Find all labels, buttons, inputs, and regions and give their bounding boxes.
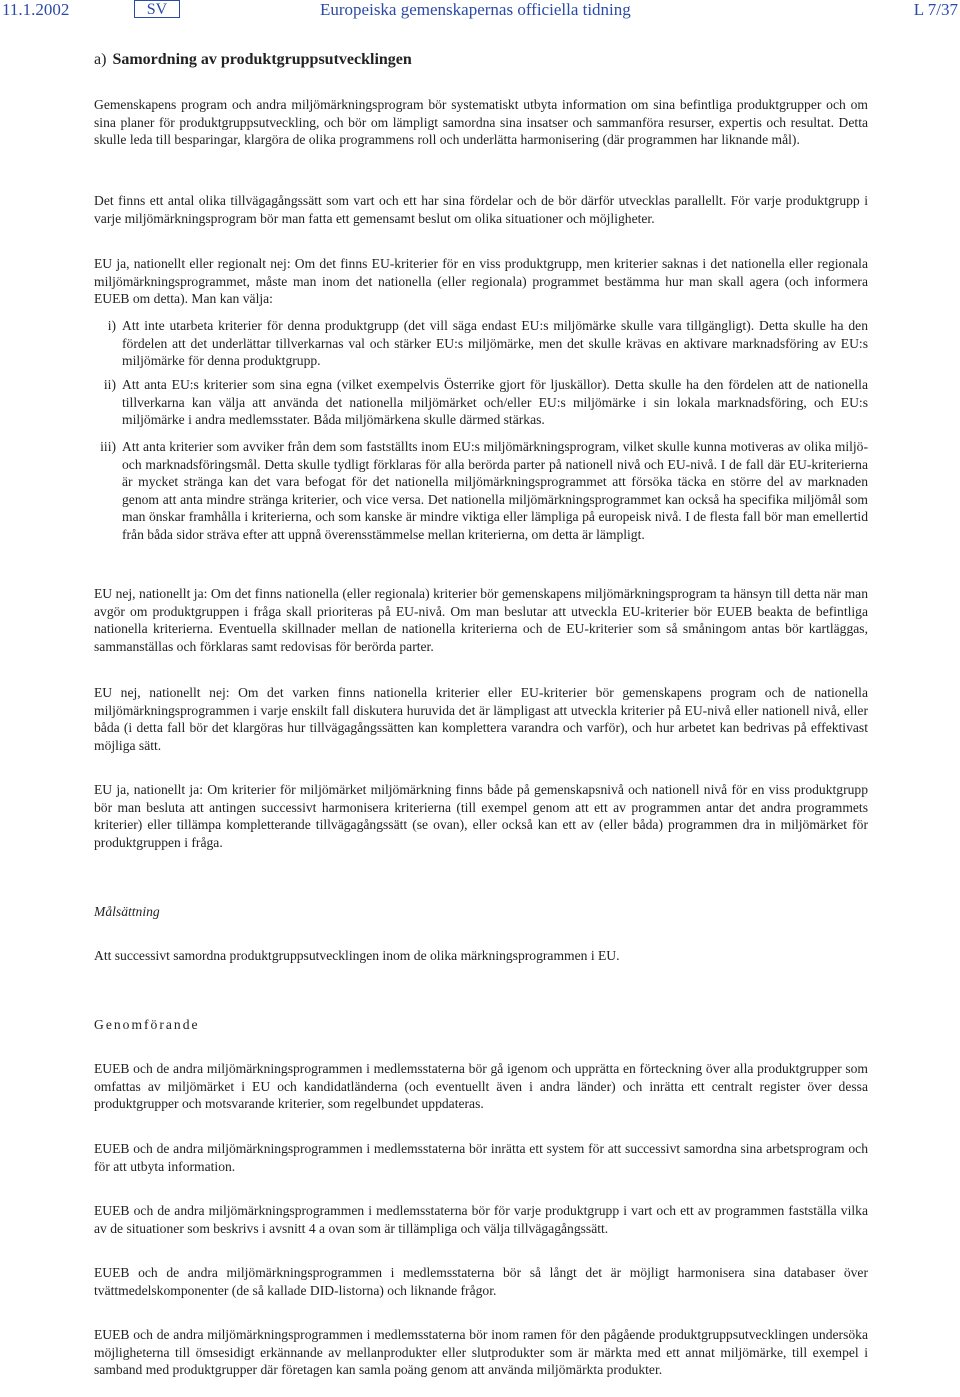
paragraph-eu-yes-national-no bbox=[94, 255, 868, 308]
paragraph-text: EUEB och de andra miljömärkningsprogrammen i medlemsstaterna bör inom ramen för den pågående produktgruppsutvecklingen undersöka möjligheterna till ömsesidigt erkännande av mellanprodukter eller slutprodukter som är märkta med ett annat miljömärke, till exempel i samband med produktgrupper där företagen kan samla poäng genom att använda miljömärkta produkter. bbox=[94, 1327, 868, 1377]
paragraph-text: Det finns ett antal olika tillvägagångssätt som vart och ett har sina fördelar och de bör därför utvecklas parallellt. För varje produktgrupp i varje miljömärkningsprogram bör man fatta ett gemensamt beslut om olika situationer och möjligheter. bbox=[94, 193, 868, 226]
paragraph-text: EUEB och de andra miljömärkningsprogrammen i medlemsstaterna bör för varje produktgrupp i vart och ett av programmen fastställa vilka av de situationer som beskrivs i avsnitt 4 a ovan som är tillämpliga och välja tillvägagångssätt. bbox=[94, 1203, 868, 1236]
paragraph-eu-no-national-no bbox=[94, 684, 868, 754]
journal-title: Europeiska gemenskapernas officiella tidning bbox=[320, 0, 631, 19]
paragraph-intro bbox=[94, 96, 868, 149]
option-text: Att anta kriterier som avviker från dem som fastställts inom EU:s miljömärkningsprogram, vilket skulle kunna motiveras av olika miljö- och marknadsföringsmål. Detta skulle tydligt förklaras för alla berörda parter på nationell nivå och EU-nivå. I de fall där EU-kriterierna är mycket stränga kan det vara befogat för det nationella miljömärkningsprogrammet att försöka täcka en större del av marknaden genom att anta mindre stränga kriterier, och vice versa. Det nationella miljömärkningsprogrammet kan också ha specifika miljömål som man önskar framhålla i kriterierna, och som kanske är mindre viktiga eller lämpliga på europeisk nivå. I de flesta fall bör man emellertid från båda sidor sträva efter att uppnå överensstämmelse mellan kriterierna, om detta är lämpligt. bbox=[122, 439, 868, 542]
page-number: L 7/37 bbox=[913, 0, 958, 19]
paragraph-impl-5 bbox=[94, 1326, 868, 1379]
paragraph-text: EU nej, nationellt ja: Om det finns nationella (eller regionala) kriterier bör gemenskapens miljömärkningsprogram ta hänsyn till detta när man avgör om produktgruppen i fråga skall prioriteras på EU-nivå. Om man beslutar att utveckla EU-kriterier bör EUEB beakta de befintliga nationella kriterierna. Eventuella skillnader mellan de nationella kriterierna och de EU-kriterier som så småningom antas bör kartläggas, sammanställas och förklaras samt redovisas för berörda parter. bbox=[94, 586, 868, 654]
paragraph-approaches bbox=[94, 192, 868, 227]
option-text: Att anta EU:s kriterier som sina egna (vilket exempelvis Österrike gjort för ljuskällor). Detta skulle ha den fördelen att de nationella tillverkarna kan välja att använda det nationella miljömärket och/eller EU:s miljömärke i sin lokala marknadsföring, och EU:s miljömärke i andra medlemsstater. Båda miljömärkena skulle därmed stärkas. bbox=[122, 377, 868, 427]
paragraph-text: EU ja, nationellt ja: Om kriterier för miljömärket miljömärkning finns både på gemenskapsnivå och nationell nivå för en viss produktgrupp bör man besluta att antingen successivt harmonisera kriterierna (till exempel genom att ett av programmen antar det andra programmets kriterier) eller tillämpa kompletterande tillvägagångssätt (se ovan), eller också kan ett av (eller båda) programmen dra in miljömärket för produktgruppen i fråga. bbox=[94, 782, 868, 850]
paragraph-text: EUEB och de andra miljömärkningsprogrammen i medlemsstaterna bör så långt det är möjligt harmonisera sina databaser över tvättmedelskomponenter (de så kallade DID-listorna) och liknande frågor. bbox=[94, 1265, 868, 1298]
paragraph-impl-2 bbox=[94, 1140, 868, 1175]
option-number: i) bbox=[107, 318, 116, 333]
paragraph-text: EUEB och de andra miljömärkningsprogrammen i medlemsstaterna bör gå igenom och upprätta en förteckning över alla produktgrupper som omfattas av miljömärket i EU och kandidatländerna (och eventuellt även i andra länder) och inrätta ett centralt register över dessa produktgrupper och motsvarande kriterier, som regelbundet uppdateras. bbox=[94, 1061, 868, 1111]
paragraph-impl-1 bbox=[94, 1060, 868, 1113]
implementation-heading: Genomförande bbox=[94, 1017, 200, 1032]
option-text: Att inte utarbeta kriterier för denna produktgrupp (det vill säga endast EU:s miljömärke skulle vara tillgängligt). Detta skulle ha den fördelen att det underlättar tillverkarnas val och stärker EU:s miljömärke, men det skulle krävas en aktivare marknadsföring av EU:s miljömärke för denna produktgrupp. bbox=[122, 318, 868, 368]
paragraph-text: EUEB och de andra miljömärkningsprogrammen i medlemsstaterna bör inrätta ett system för att successivt samordna sina arbetsprogram och för att utbyta information. bbox=[94, 1141, 868, 1174]
page-header bbox=[0, 0, 960, 22]
option-item bbox=[94, 438, 868, 543]
paragraph-text: Att successivt samordna produktgruppsutvecklingen inom de olika märkningsprogrammen i EU. bbox=[94, 948, 620, 963]
language-badge: SV bbox=[134, 0, 180, 18]
section-label: a) bbox=[94, 51, 107, 68]
paragraph-text: EU ja, nationellt eller regionalt nej: Om det finns EU-kriterier för en viss produktgrupp, men kriterier saknas i det nationella eller regionala miljömärkningsprogrammet, måste man inom det nationella (eller regionala) programmet bestämma hur man skall agera (och informera EUEB om detta). Man kan välja: bbox=[94, 256, 868, 306]
option-item bbox=[94, 317, 868, 370]
paragraph-text: Gemenskapens program och andra miljömärkningsprogram bör systematiskt utbyta information om sina befintliga produktgrupper och om sina planer för produktgruppsutveckling, och bör om lämpligt samordna sina insatser och sammanföra resurser, expertis och resultat. Detta skulle leda till besparingar, klargöra de olika programmens roll och underlätta harmonisering (där programmen har liknande mål). bbox=[94, 97, 868, 147]
paragraph-eu-yes-national-yes bbox=[94, 781, 868, 851]
paragraph-goal bbox=[94, 947, 868, 965]
header-date: 11.1.2002 bbox=[2, 0, 70, 19]
option-number: ii) bbox=[103, 377, 116, 392]
paragraph-eu-no-national-yes bbox=[94, 585, 868, 655]
section-title: Samordning av produktgruppsutvecklingen bbox=[112, 51, 412, 68]
paragraph-impl-3 bbox=[94, 1202, 868, 1237]
paragraph-text: EU nej, nationellt nej: Om det varken finns nationella kriterier eller EU-kriterier bör gemenskapens program och de nationella miljömärkningsprogrammen i varje enskilt fall diskutera huruvida det är lämpligast att utveckla kriterier på EU-nivå eller nationell nivå, eller båda (i detta fall bör det klargöras hur tillvägagångssätten kan komplettera varandra och varför), och hur arbetet kan bedrivas på effektivast möjliga sätt. bbox=[94, 685, 868, 753]
option-number: iii) bbox=[100, 439, 116, 454]
section-heading bbox=[94, 51, 412, 69]
paragraph-impl-4 bbox=[94, 1264, 868, 1299]
goal-heading: Målsättning bbox=[94, 904, 160, 919]
option-item bbox=[94, 376, 868, 429]
